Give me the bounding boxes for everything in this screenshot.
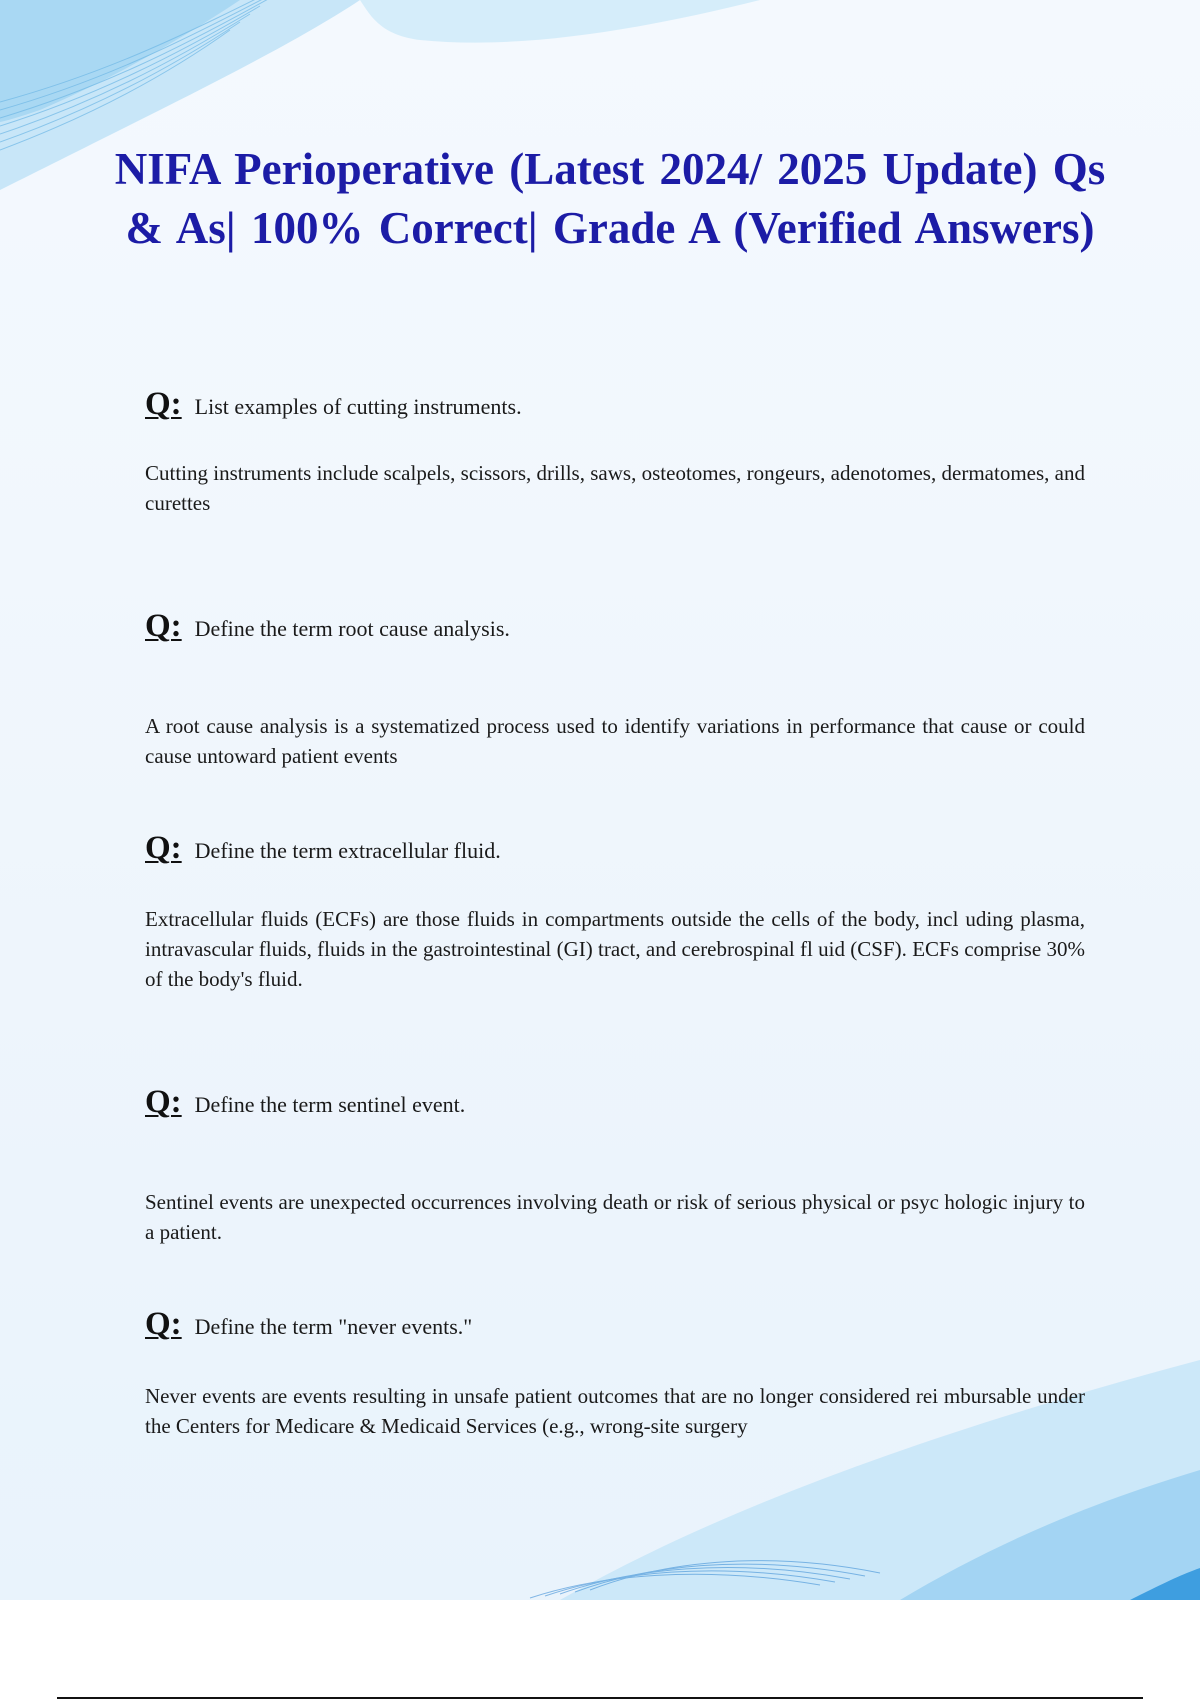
question-text: Define the term extracellular fluid. (194, 838, 501, 863)
question-text: Define the term "never events." (194, 1314, 473, 1339)
question-line (145, 608, 1085, 644)
qa-item (145, 386, 1085, 422)
question-label: Q: (145, 1306, 182, 1342)
answer-text: Never events are events resulting in unsafe patient outcomes that are no longer considered rei mbursable under the Centers for Medicare & Medicaid Services (e.g., wrong-site surgery (145, 1384, 1085, 1438)
answer-block (145, 711, 1085, 771)
question-label: Q: (145, 386, 182, 422)
question-line (145, 1084, 1085, 1120)
footer-divider (57, 1697, 1143, 1699)
question-label: Q: (145, 830, 182, 866)
question-line (145, 1306, 1085, 1342)
answer-block (145, 458, 1085, 518)
qa-item (145, 1306, 1085, 1342)
answer-block (145, 904, 1085, 994)
qa-item (145, 830, 1085, 866)
question-label: Q: (145, 1084, 182, 1120)
question-line (145, 830, 1085, 866)
question-label: Q: (145, 608, 182, 644)
answer-block (145, 1187, 1085, 1247)
answer-text: A root cause analysis is a systematized process used to identify variations in performance that cause or could cause untoward patient events (145, 714, 1085, 768)
question-text: Define the term sentinel event. (194, 1092, 466, 1117)
answer-block (145, 1381, 1085, 1441)
question-line (145, 386, 1085, 422)
question-text: Define the term root cause analysis. (194, 616, 510, 641)
answer-text: Cutting instruments include scalpels, scissors, drills, saws, osteotomes, rongeurs, adenotomes, dermatomes, and curettes (145, 461, 1085, 515)
answer-text: Extracellular fluids (ECFs) are those fluids in compartments outside the cells of the body, incl uding plasma, intravascular fluids, fluids in the gastrointestinal (GI) tract, and cerebrospinal fl uid (CSF). ECFs comprise 30% of the body's fluid. (145, 907, 1085, 991)
question-text: List examples of cutting instruments. (194, 394, 522, 419)
qa-item (145, 1084, 1085, 1120)
document-title: NIFA Perioperative (Latest 2024/ 2025 Update) Qs & As| 100% Correct| Grade A (Verified Answers) (114, 144, 1106, 253)
answer-text: Sentinel events are unexpected occurrences involving death or risk of serious physical or psyc hologic injury to a patient. (145, 1190, 1085, 1244)
qa-item (145, 608, 1085, 644)
